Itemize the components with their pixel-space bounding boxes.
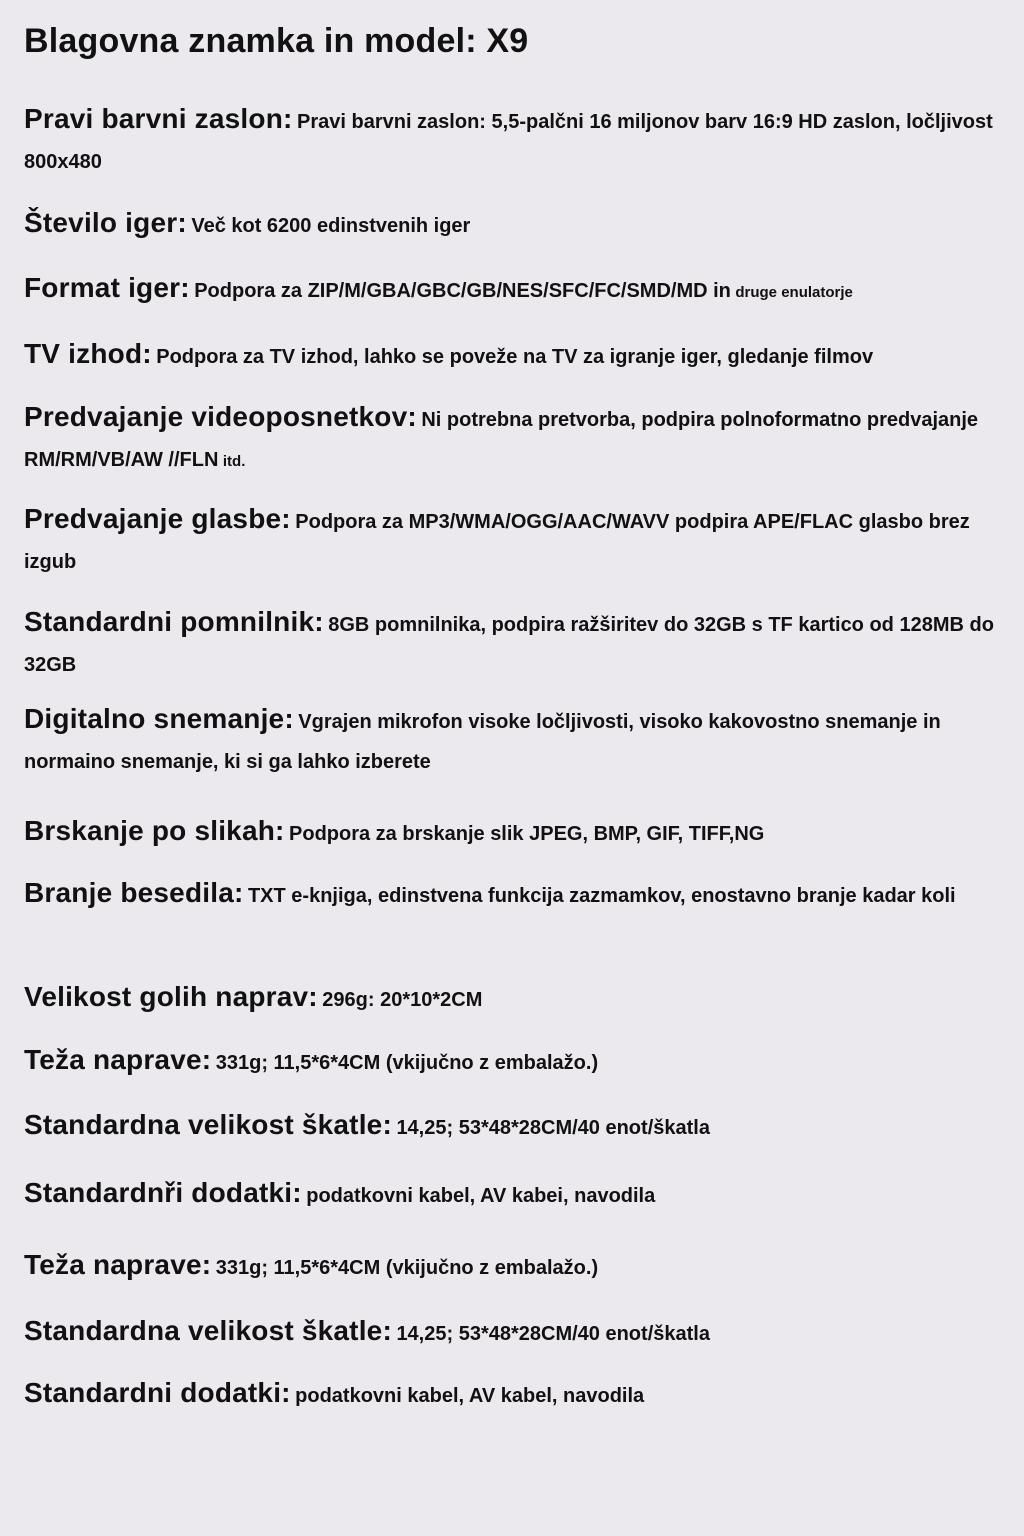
spec-label: Brskanje po slikah: — [24, 815, 285, 846]
spec-value: podatkovni kabel, AV kabel, navodila — [295, 1385, 645, 1407]
spec-value: Več kot 6200 edinstvenih iger — [191, 215, 471, 237]
spec-label: Digitalno snemanje: — [24, 703, 294, 734]
spec-label: Predvajanje glasbe: — [24, 503, 291, 534]
spec-value: Pravi barvni zaslon: 5,5-palčni 16 miljonov barv 16:9 HD zaslon, ločljivost 800x480 — [24, 111, 993, 173]
spec-value-suffix: itd. — [222, 453, 246, 470]
spec-game-count — [24, 204, 1019, 247]
spec-label: Branje besedila: — [24, 877, 244, 908]
spec-label: Teža naprave: — [24, 1044, 212, 1075]
spec-label: Standardnři dodatki: — [24, 1177, 302, 1208]
spec-label: Standardni pomnilnik: — [24, 606, 324, 637]
spec-value: 331g; 11,5*6*4CM (vkijučno z embalažo.) — [215, 1257, 599, 1279]
spec-value: Podpora za MP3/WMA/OGG/AAC/WAVV podpira APE/FLAC glasbo brez izgub — [24, 511, 970, 573]
spec-weight-repeat — [24, 1246, 1019, 1289]
spec-value: Vgrajen mikrofon visoke ločljivosti, visoko kakovostno snemanje in normaino snemanje, ki si ga lahko izberete — [24, 711, 941, 773]
spec-photos — [24, 812, 1019, 855]
spec-label: Pravi barvni zaslon: — [24, 103, 293, 134]
page-title: Blagovna znamka in model: X9 — [24, 22, 529, 60]
spec-recording — [24, 700, 1019, 783]
spec-label: Standardna velikost škatle: — [24, 1109, 392, 1140]
spec-value: 8GB pomnilnika, podpira ražširitev do 32GB s TF kartico od 128MB do 32GB — [24, 614, 994, 676]
spec-label: Standardna velikost škatle: — [24, 1315, 392, 1346]
spec-value: Podpora za TV izhod, lahko se poveže na TV za igranje iger, gledanje filmov — [156, 346, 874, 368]
spec-value: podatkovni kabel, AV kabei, navodila — [306, 1185, 656, 1207]
spec-screen — [24, 100, 1019, 183]
spec-label: Format iger: — [24, 272, 190, 303]
spec-label: Velikost golih naprav: — [24, 981, 318, 1012]
spec-box-size-repeat — [24, 1312, 1019, 1355]
spec-accessories-repeat — [24, 1374, 1019, 1417]
spec-value: 296g: 20*10*2CM — [322, 989, 483, 1011]
spec-value: Podpora za brskanje slik JPEG, BMP, GIF, TIFF,NG — [289, 823, 765, 845]
spec-label: TV izhod: — [24, 338, 152, 369]
spec-weight — [24, 1041, 1019, 1084]
spec-value: Ni potrebna pretvorba, podpira polnoformatno predvajanje RM/RM/VB/AW //FLN — [24, 409, 979, 471]
spec-value: 331g; 11,5*6*4CM (vkijučno z embalažo.) — [215, 1052, 599, 1074]
spec-value-suffix: druge enulatorje — [735, 284, 853, 301]
spec-tv-output — [24, 335, 1019, 378]
spec-value: TXT e-knjiga, edinstvena funkcija zazmamkov, enostavno branje kadar koli — [247, 885, 956, 907]
spec-game-format — [24, 269, 1019, 312]
spec-bare-size — [24, 978, 1019, 1021]
spec-box-size — [24, 1106, 1019, 1149]
spec-memory — [24, 603, 1019, 686]
spec-music — [24, 500, 1019, 583]
spec-accessories — [24, 1174, 1019, 1217]
spec-text-reading — [24, 874, 1019, 917]
spec-label: Standardni dodatki: — [24, 1377, 291, 1408]
spec-label: Predvajanje videoposnetkov: — [24, 401, 417, 432]
spec-value: Podpora za ZIP/M/GBA/GBC/GB/NES/SFC/FC/SMD/MD in — [194, 280, 731, 302]
spec-label: Teža naprave: — [24, 1249, 212, 1280]
spec-video — [24, 398, 1019, 481]
spec-label: Število iger: — [24, 207, 187, 238]
spec-value: 14,25; 53*48*28CM/40 enot/škatla — [396, 1323, 710, 1345]
spec-value: 14,25; 53*48*28CM/40 enot/škatla — [396, 1117, 710, 1139]
